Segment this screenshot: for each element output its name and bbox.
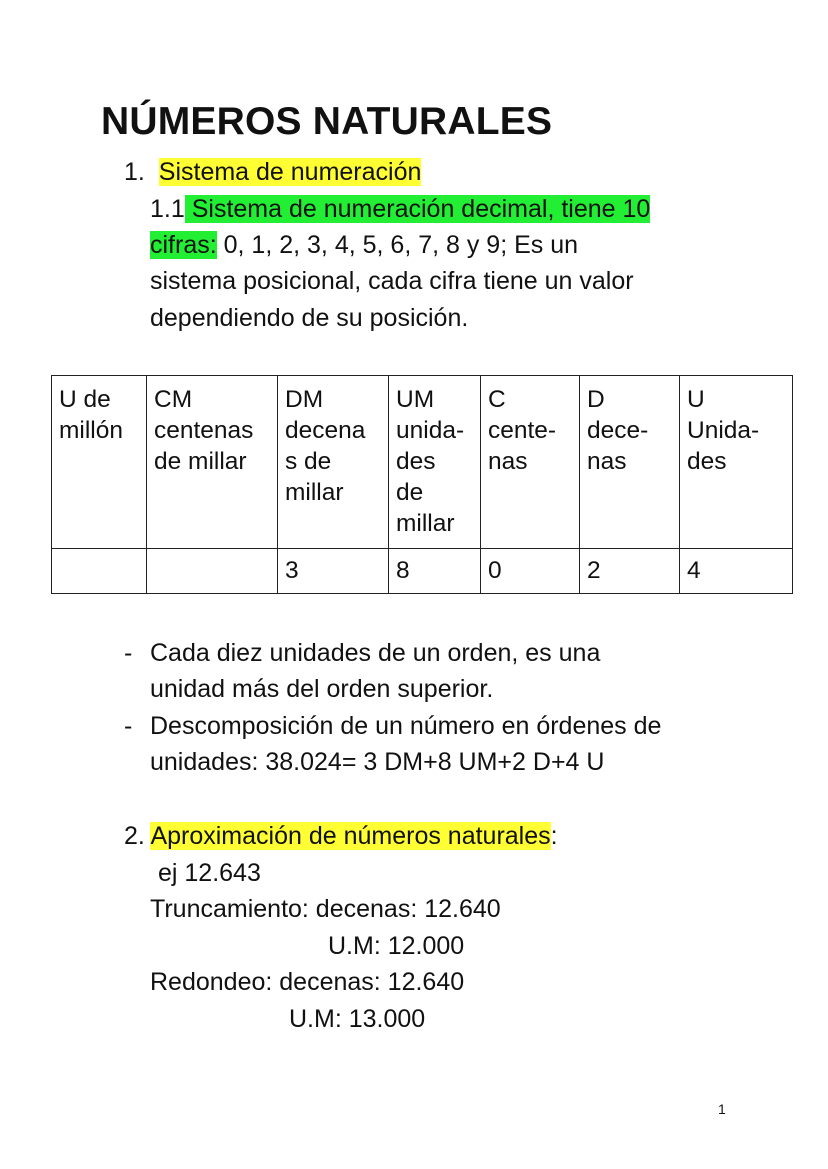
header-cell-line: U (687, 386, 705, 413)
bullet-2-line-1: Descomposición de un número en órdenes de (150, 712, 662, 740)
place-value-table (51, 375, 793, 594)
subsection-line-3: sistema posicional, cada cifra tiene un valor (150, 267, 634, 295)
table-value-cell (52, 549, 147, 594)
table-value-cell: 4 (680, 549, 793, 594)
subsection-line-1 (150, 191, 650, 227)
header-cell-line: millar (396, 510, 455, 537)
header-cell-line: de millar (154, 448, 247, 475)
table-header-cell (680, 376, 793, 549)
header-cell-line: unida- (396, 417, 465, 444)
header-cell-line: millar (285, 479, 344, 506)
section-2-title: Aproximación de números naturales (150, 822, 551, 850)
header-cell-line: C (488, 386, 506, 413)
section-1-heading (124, 154, 421, 190)
header-cell-line: s de (285, 448, 332, 475)
header-cell-line: centenas (154, 417, 254, 444)
header-cell-line: D (587, 386, 605, 413)
header-cell-line: des (396, 448, 436, 475)
bullet-1-marker: - (124, 639, 133, 667)
table-value-cell: 8 (389, 549, 481, 594)
bullet-1-line-1: Cada diez unidades de un orden, es una (150, 639, 601, 667)
subsection-line-2 (150, 227, 578, 263)
subsection-title-highlight-cont: cifras: (150, 231, 217, 259)
header-cell-line: millón (59, 417, 123, 444)
subsection-number: 1.1 (150, 195, 185, 223)
table-value-cell: 0 (481, 549, 580, 594)
rounding-um-line: U.M: 13.000 (289, 1005, 426, 1033)
table-header-row (52, 376, 793, 549)
header-cell-line: des (687, 448, 727, 475)
table-value-cell: 2 (580, 549, 680, 594)
bullet-1-line-2: unidad más del orden superior. (150, 675, 494, 703)
subsection-line-4: dependiendo de su posición. (150, 304, 469, 332)
header-cell-line: nas (587, 448, 627, 475)
rounding-line: Redondeo: decenas: 12.640 (150, 968, 465, 996)
section-1-number: 1. (124, 158, 145, 186)
header-cell-line: DM (285, 386, 324, 413)
header-cell-line: cente- (488, 417, 557, 444)
header-cell-line: Unida- (687, 417, 760, 444)
section-1-title: Sistema de numeración (158, 158, 422, 186)
truncation-line: Truncamiento: decenas: 12.640 (150, 895, 501, 923)
page-title: NÚMEROS NATURALES (101, 100, 553, 143)
header-cell-line: decena (285, 417, 366, 444)
table-header-cell (147, 376, 278, 549)
header-cell-line: CM (154, 386, 193, 413)
header-cell-line: nas (488, 448, 528, 475)
section-2-number: 2. (124, 822, 145, 850)
bullet-2-marker: - (124, 712, 133, 740)
table-header-cell (389, 376, 481, 549)
header-cell-line: de (396, 479, 424, 506)
truncation-um-line: U.M: 12.000 (328, 932, 465, 960)
table-header-cell (52, 376, 147, 549)
table-values-row (52, 549, 793, 594)
header-cell-line: dece- (587, 417, 649, 444)
digits-text: 0, 1, 2, 3, 4, 5, 6, 7, 8 y 9; Es un (223, 231, 579, 259)
table-value-cell: 3 (278, 549, 389, 594)
header-cell-line: U de (59, 386, 111, 413)
table-header-cell (580, 376, 680, 549)
subsection-title-text: Sistema de numeración decimal, tiene 10 (191, 195, 651, 223)
page-number: 1 (718, 1101, 726, 1117)
table-value-cell (147, 549, 278, 594)
example-text: ej 12.643 (158, 859, 261, 887)
table-header-cell (278, 376, 389, 549)
table-header-cell (481, 376, 580, 549)
bullet-2-line-2: unidades: 38.024= 3 DM+8 UM+2 D+4 U (150, 748, 605, 776)
section-2-heading (124, 818, 558, 854)
header-cell-line: UM (396, 386, 435, 413)
subsection-title-highlight (185, 195, 651, 223)
section-2-colon: : (550, 822, 558, 850)
